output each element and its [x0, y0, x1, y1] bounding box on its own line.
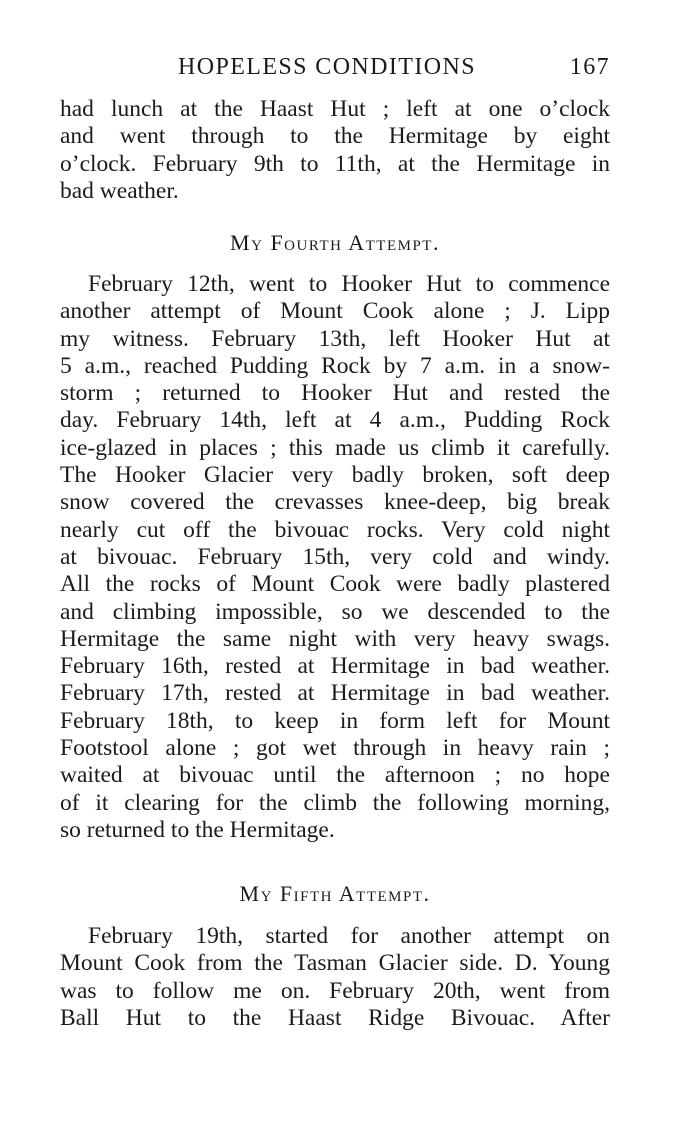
paragraph-fifth-attempt	[60, 923, 610, 1032]
section-heading-fifth-attempt: My Fifth Attempt.	[239, 881, 431, 906]
text-line: All the rocks of Mount Cook were badly plastered	[60, 571, 610, 598]
running-header	[60, 54, 610, 84]
text-line: my witness. February 13th, left Hooker Hut at	[60, 325, 610, 352]
text-line: Ball Hut to the Haast Ridge Bivouac. After	[60, 1004, 610, 1031]
text-line: snow covered the crevasses knee-deep, big break	[60, 489, 610, 516]
text-line: Footstool alone ; got wet through in heavy rain ;	[60, 735, 610, 762]
text-line: o’clock. February 9th to 11th, at the Hermitage in	[60, 150, 610, 177]
text-line: February 12th, went to Hooker Hut to commence	[88, 271, 610, 297]
text-line: February 17th, rested at Hermitage in bad weather.	[60, 680, 610, 707]
section-heading-fourth-attempt: My Fourth Attempt.	[230, 230, 440, 255]
text-line: so returned to the Hermitage.	[60, 816, 335, 843]
text-line: day. February 14th, left at 4 a.m., Pudding Rock	[60, 407, 610, 434]
text-line: bad weather.	[60, 177, 179, 204]
text-line: The Hooker Glacier very badly broken, soft deep	[60, 462, 610, 489]
paragraph-continued	[60, 96, 610, 205]
text-line: of it clearing for the climb the following morning,	[60, 789, 610, 816]
text-line: 5 a.m., reached Pudding Rock by 7 a.m. in a snow-	[60, 352, 610, 379]
text-line: was to follow me on. February 20th, went from	[60, 977, 610, 1004]
text-line: storm ; returned to Hooker Hut and rested the	[60, 380, 610, 407]
text-line: waited at bivouac until the afternoon ; no hope	[60, 762, 610, 789]
paragraph-fourth-attempt	[60, 271, 610, 844]
page-number: 167	[569, 54, 610, 80]
text-line: at bivouac. February 15th, very cold and windy.	[60, 543, 610, 570]
text-line: February 16th, rested at Hermitage in bad weather.	[60, 653, 610, 680]
text-line: had lunch at the Haast Hut ; left at one o’clock	[60, 96, 610, 122]
text-line: ice-glazed in places ; this made us climb it carefully.	[60, 434, 610, 461]
text-line: February 18th, to keep in form left for Mount	[60, 707, 610, 734]
text-line: February 19th, started for another attempt on	[88, 923, 610, 949]
text-line: Hermitage the same night with very heavy swags.	[60, 625, 610, 652]
text-line: another attempt of Mount Cook alone ; J. Lipp	[60, 298, 610, 325]
text-line: Mount Cook from the Tasman Glacier side. D. Young	[60, 950, 610, 977]
running-title: HOPELESS CONDITIONS	[178, 54, 476, 80]
text-line: and climbing impossible, so we descended to the	[60, 598, 610, 625]
text-line: nearly cut off the bivouac rocks. Very cold night	[60, 516, 610, 543]
text-line: and went through to the Hermitage by eight	[60, 123, 610, 150]
